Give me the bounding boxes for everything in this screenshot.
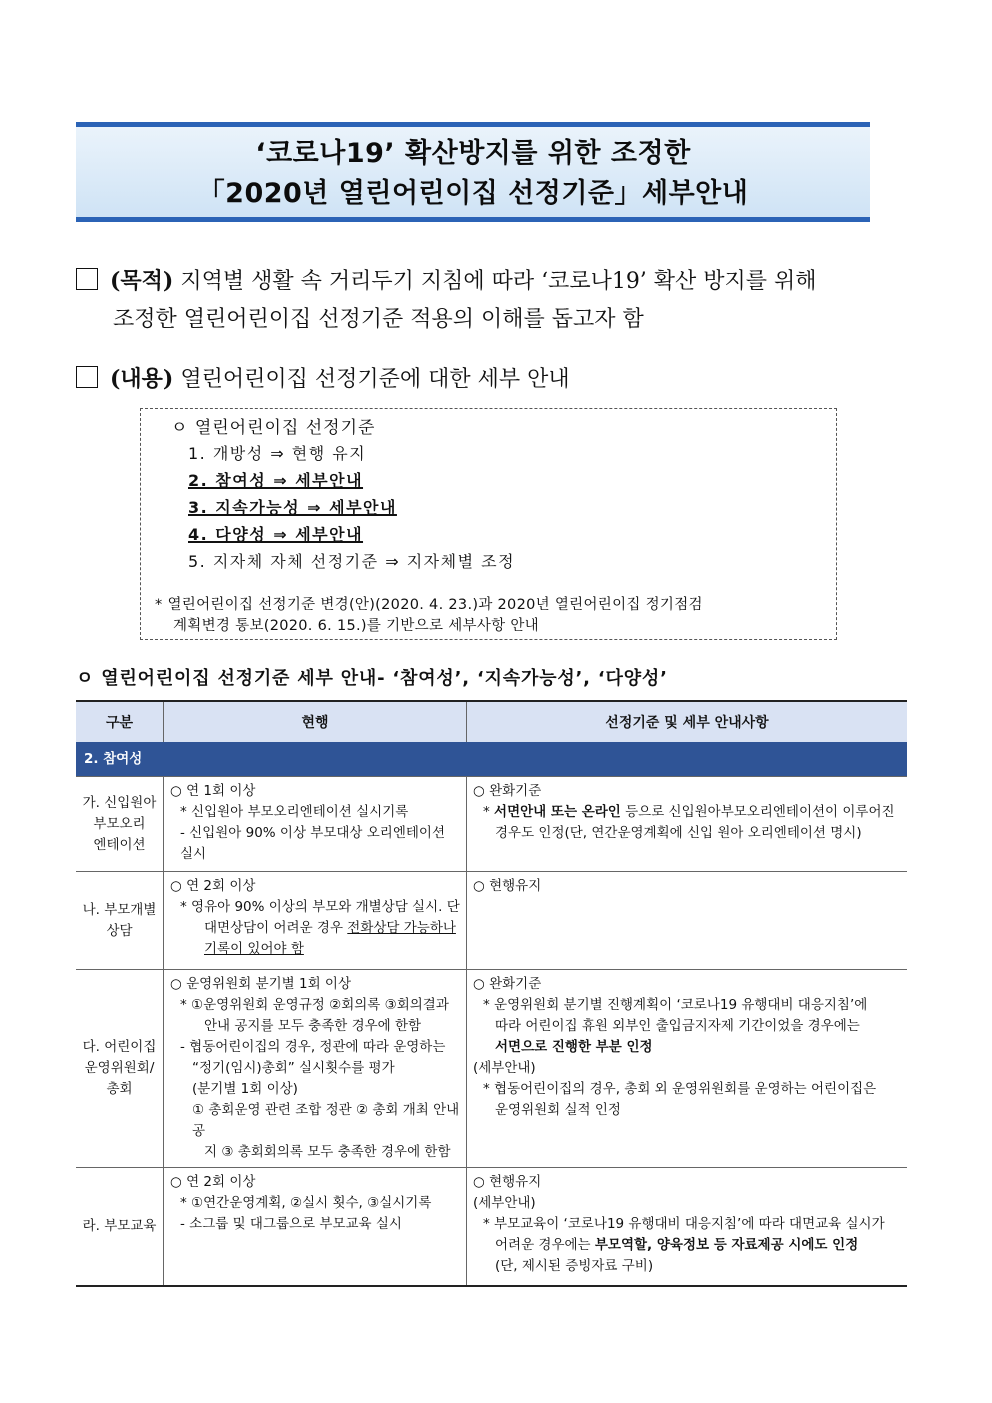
detail-heading: ㅇ 열린어린이집 선정기준 세부 안내- ‘참여성’, ‘지속가능성’, ‘다양성’: [76, 668, 668, 689]
header-guide: 선정기준 및 세부 안내사항: [467, 701, 908, 742]
guide-line: 경우도 인정(단, 연간운영계획에 신입 원아 오리엔테이션 명시): [495, 825, 862, 841]
row-category: [76, 970, 164, 1168]
criteria-item: 5. 지자체 자체 선정기준 ⇒ 지자체별 조정: [188, 552, 516, 571]
title-banner: [76, 122, 870, 222]
header-current: 현행: [164, 701, 467, 742]
guide-line: (세부안내): [473, 1060, 536, 1076]
current-line: ○ 운영위원회 분기별 1회 이상: [170, 976, 351, 992]
category-line: 총회: [106, 1081, 133, 1097]
current-line: “정기(임시)총회” 실시횟수를 평가: [192, 1060, 395, 1076]
guide-emphasis: 서면안내 또는 온라인: [494, 804, 621, 820]
current-line: - 신입원아 90% 이상 부모대상 오리엔테이션 실시: [180, 825, 445, 862]
category-line: 가. 신입원아: [82, 794, 157, 811]
row-guide: [467, 777, 908, 872]
table-header-row: [76, 701, 907, 742]
purpose-text: 지역별 생활 속 거리두기 지침에 따라 ‘코로나19’ 확산 방지를 위해: [180, 269, 817, 294]
current-line: * 영유아 90% 이상의 부모와 개별상담 실시. 단: [180, 899, 460, 915]
criteria-box: [140, 408, 837, 640]
current-line: ① 총회운영 관련 조합 정관 ② 총회 개최 안내 공: [192, 1102, 460, 1139]
section-label: 2. 참여성: [76, 742, 907, 777]
criteria-item: 3. 지속가능성 ⇒ 세부안내: [188, 498, 397, 517]
guide-emphasis: 서면으로 진행한 부분 인정: [495, 1039, 653, 1055]
content-tag: (내용): [110, 366, 174, 392]
criteria-table: [76, 700, 907, 1287]
guide-line: ○ 완화기준: [473, 783, 542, 799]
current-line: - 소그룹 및 대그룹으로 부모교육 실시: [180, 1216, 402, 1232]
current-line: * ①연간운영계획, ②실시 횟수, ③실시기록: [180, 1195, 432, 1211]
current-line: * ①운영위원회 운영규정 ②회의록 ③회의결과: [180, 997, 449, 1013]
guide-line: (세부안내): [473, 1195, 536, 1211]
current-line: ○ 연 1회 이상: [170, 783, 256, 799]
guide-line: * 운영위원회 분기별 진행계획이 ‘코로나19 유행대비 대응지침’에: [483, 997, 868, 1013]
current-line: ○ 연 2회 이상: [170, 1174, 256, 1190]
guide-line: (단, 제시된 증빙자료 구비): [495, 1258, 654, 1274]
current-line: * 신입원아 부모오리엔테이션 실시기록: [180, 804, 409, 820]
content-text: 열린어린이집 선정기준에 대한 세부 안내: [180, 367, 570, 392]
guide-fragment: 어려운 경우에는: [495, 1237, 595, 1253]
purpose-tag: (목적): [110, 268, 174, 294]
current-underlined: 전화상담 가능하나: [347, 920, 456, 936]
category-line: 다. 어린이집: [82, 1039, 157, 1055]
current-fragment: 대면상담이 어려운 경우: [204, 920, 348, 936]
header-category: 구분: [76, 701, 164, 742]
current-line: - 협동어린이집의 경우, 정관에 따라 운영하는: [180, 1039, 446, 1055]
content-section: [76, 360, 570, 399]
table-row: [76, 1168, 907, 1286]
guide-line: 따라 어린이집 휴원 외부인 출입금지자제 기간이었을 경우에는: [495, 1018, 860, 1034]
guide-line: ○ 현행유지: [473, 878, 542, 894]
guide-fragment: *: [483, 804, 495, 820]
criteria-note: [155, 595, 825, 637]
table-row: [76, 970, 907, 1168]
current-line: 지 ③ 총회회의록 모두 충족한 경우에 한함: [204, 1144, 451, 1160]
row-guide: [467, 970, 908, 1168]
category-line: 라. 부모교육: [82, 1217, 157, 1234]
section-band-row: [76, 742, 907, 777]
current-line: (분기별 1회 이상): [192, 1081, 298, 1097]
criteria-item: 2. 참여성 ⇒ 세부안내: [188, 471, 364, 490]
guide-line: ○ 완화기준: [473, 976, 542, 992]
criteria-head: ㅇ 열린어린이집 선정기준: [171, 418, 376, 438]
checkbox-square-icon: [76, 268, 98, 290]
guide-fragment: 등으로 신입원아부모오리엔테이션이 이루어진: [620, 804, 895, 820]
guide-line: [473, 802, 901, 823]
criteria-item: 4. 다양성 ⇒ 세부안내: [188, 525, 364, 544]
category-line: 나. 부모개별: [82, 901, 157, 918]
row-current: [164, 777, 467, 872]
guide-emphasis: 부모역할, 양육정보 등 자료제공 시에도 인정: [594, 1237, 859, 1253]
guide-line: ○ 현행유지: [473, 1174, 542, 1190]
guide-line: * 부모교육이 ‘코로나19 유행대비 대응지침’에 따라 대면교육 실시가: [483, 1216, 885, 1232]
criteria-item: 1. 개방성 ⇒ 현행 유지: [188, 444, 367, 463]
row-guide: [467, 872, 908, 970]
row-current: [164, 1168, 467, 1286]
guide-line: * 협동어린이집의 경우, 총회 외 운영위원회를 운영하는 어린이집은: [483, 1081, 877, 1097]
criteria-note-line: 계획변경 통보(2020. 6. 15.)를 기반으로 세부사항 안내: [173, 618, 539, 634]
row-category: [76, 777, 164, 872]
current-line: [170, 918, 460, 939]
row-category: [76, 872, 164, 970]
guide-line: 운영위원회 실적 인정: [495, 1102, 621, 1118]
criteria-note-line: * 열린어린이집 선정기준 변경(안)(2020. 4. 23.)과 2020년 열린어린이집 정기점검: [155, 597, 703, 613]
category-line: 운영위원회/: [84, 1060, 155, 1076]
category-line: 부모오리: [93, 815, 146, 832]
row-guide: [467, 1168, 908, 1286]
row-category: [76, 1168, 164, 1286]
row-current: [164, 872, 467, 970]
row-current: [164, 970, 467, 1168]
purpose-section: [76, 262, 936, 339]
title-line-2: 「2020년 열린어린이집 선정기준」세부안내: [197, 178, 749, 209]
title-line-1: ‘코로나19’ 확산방지를 위한 조정한: [255, 138, 691, 169]
category-line: 상담: [106, 922, 133, 939]
purpose-text-2: 조정한 열린어린이집 선정기준 적용의 이해를 돕고자 함: [113, 307, 644, 332]
guide-line: [473, 1235, 901, 1256]
current-line: 안내 공지를 모두 충족한 경우에 한함: [204, 1018, 422, 1034]
category-line: 엔테이션: [93, 836, 146, 853]
current-line: ○ 연 2회 이상: [170, 878, 256, 894]
checkbox-square-icon: [76, 366, 98, 388]
table-row: [76, 777, 907, 872]
current-line: 기록이 있어야 함: [204, 941, 304, 957]
table-row: [76, 872, 907, 970]
